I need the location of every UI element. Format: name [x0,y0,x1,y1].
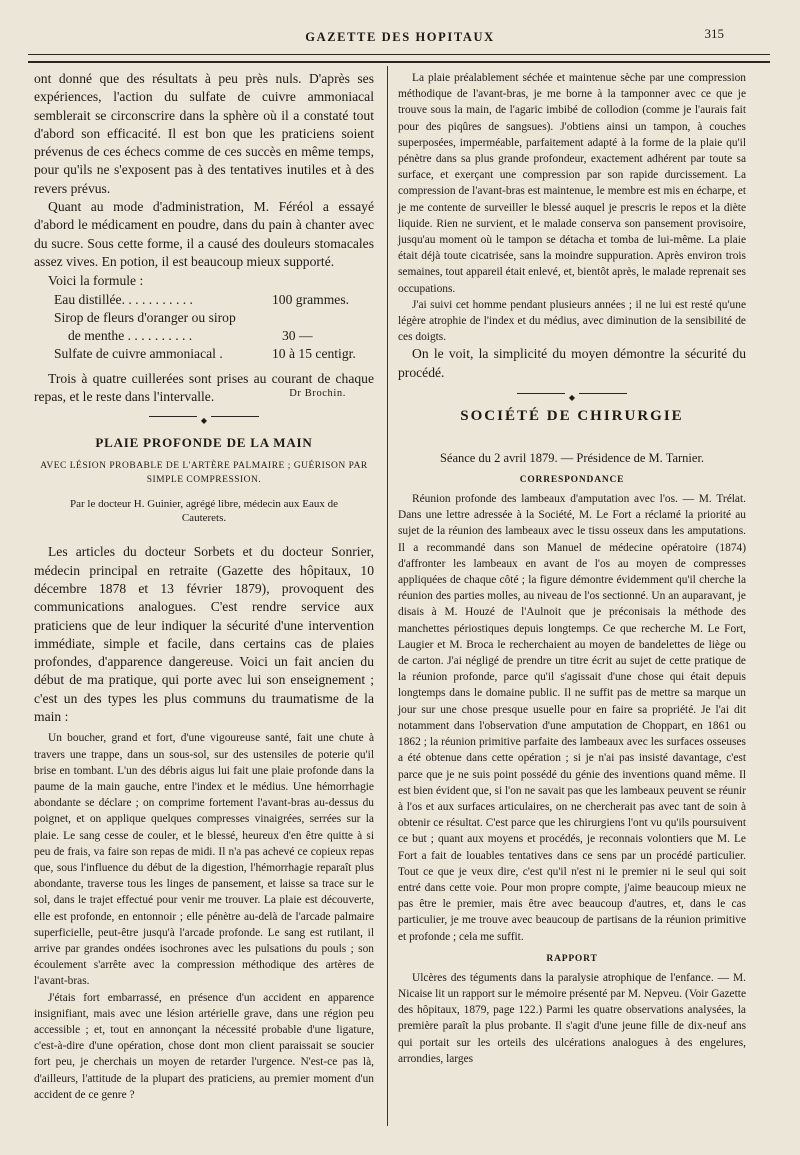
formula-quantity: 30 — [282,328,313,344]
society-title: SOCIÉTÉ DE CHIRURGIE [460,408,684,425]
formula-quantity: 10 à 15 centigr. [272,346,356,362]
header-rule [28,54,770,55]
section-label: RAPPORT [546,953,598,964]
formula-row [34,327,374,345]
formula-quantity [272,309,374,327]
paragraph: Quant au mode d'administration, M. Féréol a essayé d'abord le médicament en poudre, dans du pain à chanter avec du sucre. Sous cette forme, il a causé des douleurs stomacales assez vives. En potion, il est beaucoup mieux supporté. [34,199,374,269]
paragraph: J'ai suivi cet homme pendant plusieurs années ; il ne lui est resté qu'une légère atrophie de l'index et du médius, avec diminution de la sensibilité de ces doigts. [398,298,746,344]
signature: Dr Brochin. [289,388,346,400]
paragraph: Réunion profonde des lambeaux d'amputation avec l'os. — M. Trélat. Dans une lettre adressée à la Société, M. Le Fort a réclamé la priorité au sujet de la réunion des lambeaux avec le tissu osseux dans les amputations. Il a recommandé dans son Manuel de médecine opératoire (1874) d'affronter les lambeaux en avant de l'os au moyen de compresses appliquées de chaque côté ; la figure démontre évidemment qu'il cherche la réunion des parties molles, au niveau de l'os sectionné. Un an auparavant, je disais à M. Houzé de l'Aulnoit que je préconisais la méthode des manchettes périostiques depuis longtemps. Ce que recherche M. Le Fort, Laugier et M. Broca le recherchaient au moyen de bandelettes de liège ou de carton. J'ai négligé de prendre un titre écrit au sujet de cette pratique de la réunion profonde, parce qu'il s'agissait d'une chose qui était depuis longtemps dans le domaine public. Il ne suffit pas de mettre sa marque un jour sur une chose presque usuelle pour en faire sa propriété. Je l'ai dit notamment dans l'observation d'une amputation de Choppart, en 1861 ou 1862 ; la réunion primitive parfaite des lambeaux avec les surfaces osseuses a été obtenue dans cette opération ; si je n'ai pas insisté davantage, c'est parce que je ne suis point possédé du génie des inventions quand même. Il est bien évident que, si l'on ne savait pas que les lambeaux peuvent se réunir à l'os et aux surfaces articulaires, on ne chercherait pas avec tant de soin à obtenir ce résultat. C'est parce que les chirurgiens l'ont vu qu'ils poursuivent ce but ; quant aux moyens et procédés, je reconnais volontiers que M. Le Fort a fait de louables tentatives dans ce sens par un procédé particulier. Tout ce que je veux dire, c'est qu'il n'est ni le premier ni le seul qui soit entré dans cette voie. Pour mon propre compte, j'aime beaucoup mieux ne pas être le premier, mais être avec beaucoup d'autres, et, dans le cas particulier, je me trouve avec beaucoup de partisans de la réunion primitive et profonde ; cela me suffit. [398,493,746,943]
paragraph: Les articles du docteur Sorbets et du docteur Sonrier, médecin principal en retraite (Gazette des hôpitaux, 10 décembre 1878 et 13 février 1879), provoquent des communications analogues. C'est rendre service aux praticiens que de leur indiquer la sécurité d'une intervention immédiate, simple et facile, dans certains cas de plaies profondes, d'apparence dangereuse. Voici un fait ancien du début de ma pratique, qui porte avec lui son enseignement ; c'est un des types les plus communs du traumatisme de la main : [34,544,374,725]
formula-ingredient: Sirop de fleurs d'oranger ou sirop [54,309,236,325]
byline: Par le docteur H. Guinier, agrégé libre, médecin aux Eaux de Cauterets. [69,498,339,525]
formula-row [34,309,374,327]
formula-ingredient: Sulfate de cuivre ammoniacal . [54,346,223,362]
separator-ornament: ◆ [517,390,627,396]
session-line: Séance du 2 avril 1879. — Présidence de M. Tarnier. [439,451,705,466]
paragraph: Trois à quatre cuillerées sont prises au courant de chaque repas, et le reste dans l'intervalle. [34,370,374,405]
paragraph: La plaie préalablement séchée et maintenue sèche par une compression méthodique de l'avant-bras, je me borne à la tamponner avec ce que je trouve sous la main, de l'agaric imbibé de collodion (comme je l'aurais fait pour des piqûres de sangsues). J'obtiens ainsi un tampon, à couches superposées, imperméable, parfaitement adapté à la forme de la plaie qu'il pénètre dans sa plus grande profondeur, exactement adhérent par toute sa surface, et exerçant une compression par son rapide durcissement. La compression de l'avant-bras est maintenue, le membre est mis en écharpe, et je me contente de surveiller le blessé auquel je prescris le repos et la diète liquide. Rien ne survient, et le malade conserva son pansement provisoire, jusqu'au moment où le tampon se détacha et tomba de lui-même. La plaie était déjà toute cicatrisée, sans la moindre suppuration. Après environ trois semaines, tout appareil était enlevé, et, bientôt après, le malade reprenait ses occupations. [398,72,746,295]
running-title: GAZETTE DES HOPITAUX [305,30,495,44]
paragraph: Ulcères des téguments dans la paralysie atrophique de l'enfance. — M. Nicaise lit un rapport sur le mémoire présenté par M. Nepveu. (Voir Gazette des hôpitaux, 1879, page 122.) Parmi les quatre observations analysées, la première paraît la plus probante. Il s'agit d'une jeune fille de dix-neuf ans qui portait sur les orteils des ulcérations analogues à des engelures, arrondies, larges [398,971,746,1065]
paragraph: On le voit, la simplicité du moyen démontre la sécurité du procédé. [398,346,746,380]
separator-ornament: ◆ [149,413,259,419]
paragraph: ont donné que des résultats à peu près nuls. D'après ses expériences, l'action du sulfate de cuivre ammoniacal semblerait se circonscrire dans la sphère où il a constaté tout d'abord son efficacité. Il est bon que les praticiens soient prévenus de ces échecs comme de ces succès en même temps, pour qu'ils ne s'exposent pas à des tentatives inutiles et à des revers prévus. [34,71,374,196]
page-number: 315 [704,26,724,41]
formula-ingredient: Eau distillée. . . . . . . . . . . [54,291,193,307]
formula-quantity: 100 grammes. [272,291,350,307]
column-divider [387,66,388,1126]
formula-row [34,291,374,309]
formula-ingredient: de menthe . . . . . . . . . . [68,328,193,344]
formula-row [34,345,374,363]
paragraph: Un boucher, grand et fort, d'une vigoureuse santé, fait une chute à travers une trappe, dans un sous-sol, sur des ustensiles de poterie qu'il brise en tombant. L'un des débris aigus lui fait une plaie profonde dans la paume de la main gauche, entre l'index et le médius. Une hémorrhagie abondante se déclare ; on comprime fortement l'avant-bras au-dessus du poignet, et on applique quelques compresses vinaigrées, serrées sur la plaie. Le sang cesse de couler, et le blessé, heureux d'en être quitte à si peu de frais, va faire son repas de midi. Il n'a pas achevé ce copieux repas que, sous l'influence du début de la digestion, l'hémorrhagie reparaît plus abondante, traverse tous les linges de pansement, et laisse sa trace sur le sol, dans le trajet effectué pour venir me trouver. La plaie est découverte, elle est profonde, en entonnoir ; elle pénètre au-delà de l'arcade palmaire superficielle, peut-être jusqu'à l'arcade profonde. Le sang est rutilant, il arrive par grandes ondées isochrones avec les pulsations du pouls ; son écoulement s'arrête avec la compression méthodique des artères de l'avant-bras. [34,732,374,988]
right-column [398,70,746,1067]
header-rule-thick [28,61,770,63]
article-title: PLAIE PROFONDE DE LA MAIN [95,435,313,451]
article-subtitle: AVEC LÉSION PROBABLE DE L'ARTÈRE PALMAIRE ; GUÉRISON PAR SIMPLE COMPRESSION. [40,461,368,486]
left-column [34,70,374,1103]
paragraph: J'étais fort embarrassé, en présence d'un accident en apparence insignifiant, mais avec une lésion artérielle grave, dans une région peu accessible ; et, tout en annonçant la nécessité probable d'une ligature, c'est-à-dire d'une opération, chose dont mon client paraissait se soucier fort peu, je cherchais un moyen de retarder l'urgence. N'est-ce pas là, d'ailleurs, l'attitude de la plupart des praticiens, au premier moment d'un accident de ce genre ? [34,991,374,1101]
section-label: CORRESPONDANCE [519,475,625,486]
formula-intro: Voici la formule : [48,273,144,289]
